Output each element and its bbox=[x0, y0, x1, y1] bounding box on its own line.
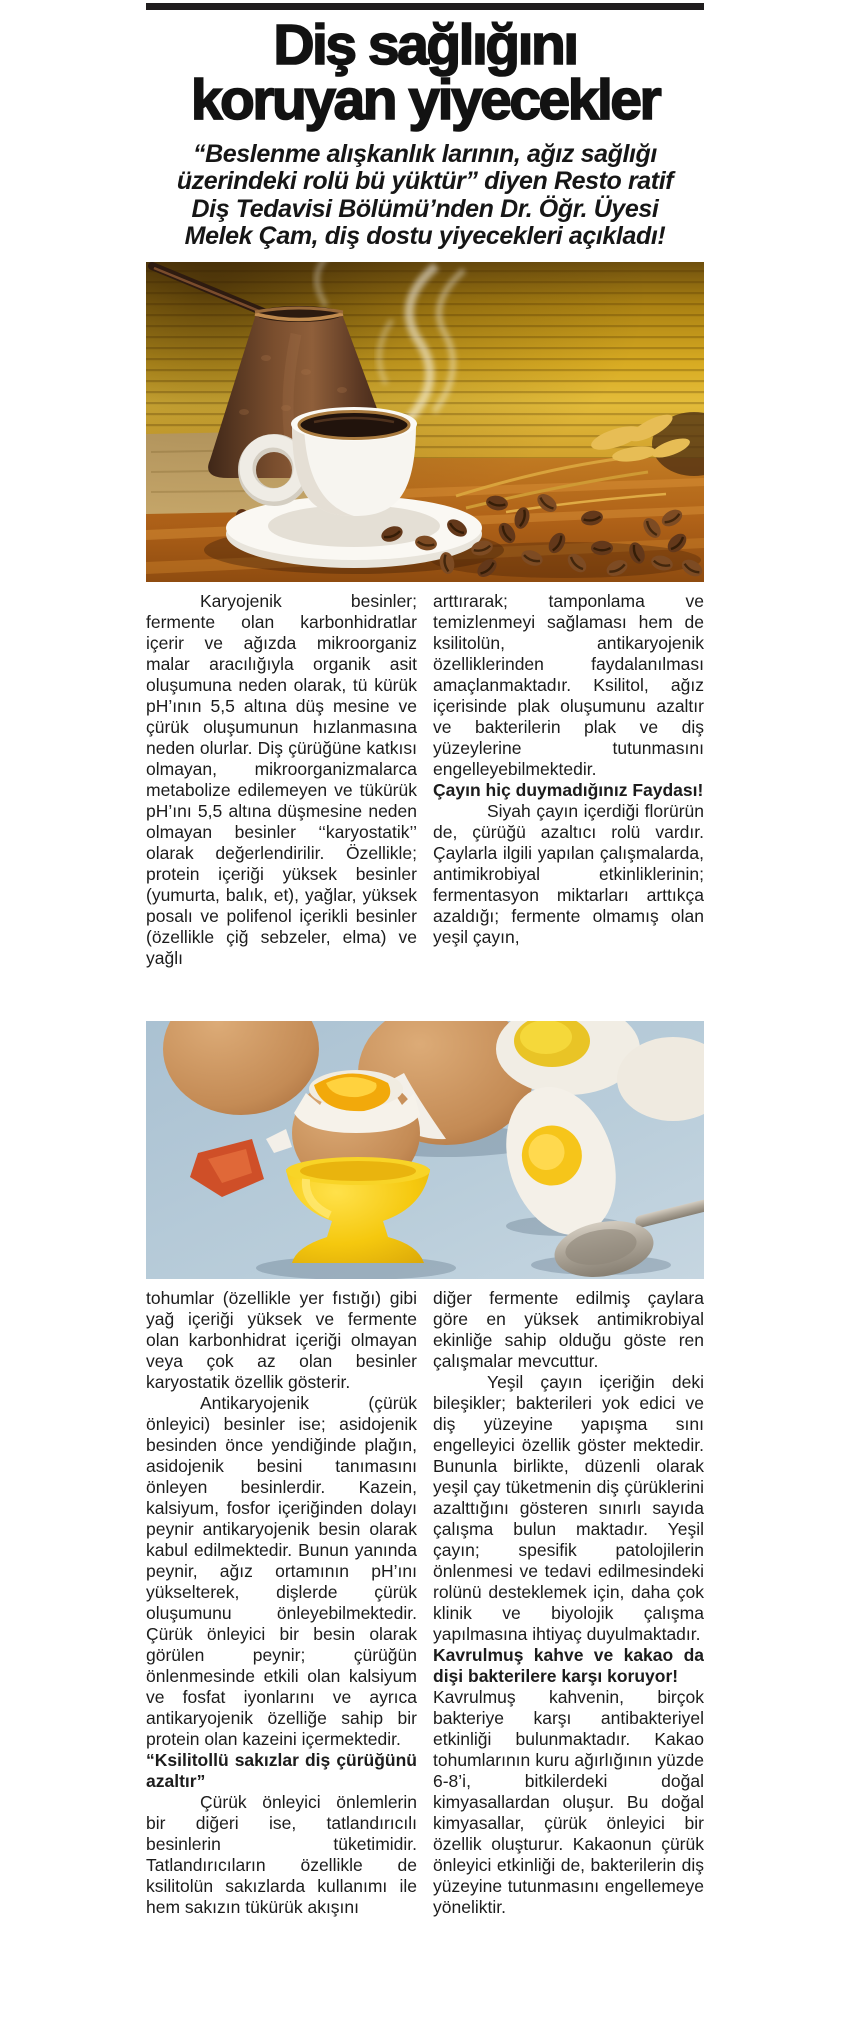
boiled-eggs-photo bbox=[146, 1021, 704, 1279]
paragraph: Çürük önleyici önlemlerin bir diğeri ise, tatlandırıcılı besinlerin tüketimidir. Tatlandırıcıların özellikle de ksilitolün sakızlarda kullanımı ile hem sakızın tükürük akışını bbox=[146, 1791, 417, 1917]
deck-line: “Beslenme alışkanlık larının, ağız sağlığı bbox=[193, 139, 657, 168]
paragraph: Karyojenik besinler; fermente olan karbonhidratlar içerir ve ağızda mikroorganiz malar aracılığıyla organik asit oluşumuna neden olarak, tü kürük pH’ının 5,5 altına düş mesine ve çürük oluşumunun hızlanmasına neden olurlar. Diş çürüğüne katkısı olmayan, mikroorganizmalarca metabolize edilemeyen ve tükürük pH’ını 5,5 altına düşmesine neden olmayan besinler ‘‘karyostatik’’ olarak değerlendirilir. Özellikle; protein içeriği yüksek besinler (yumurta, balık, et), yağlar, yüksek posalı ve polifenol içerikli besinler (özellikle çiğ sebzeler, elma) ve yağlı bbox=[146, 590, 417, 968]
text-block-2 bbox=[146, 1288, 704, 2028]
paragraph: Kavrulmuş kahvenin, birçok bakteriye karşı antibakteriyel etkinliği bulunmaktadır. Kakao tohumlarının kuru ağırlığının yüzde 6-8’i, bitkilerdeki doğal kimyasallardan oluşur. Bu doğal kimyasallar, çürük önleyici bir özellik oluşturur. Kakaonun çürük önleyici etkinliği de, bakterilerin diş yüzeyine tutunmasını engellemeye yöneliktir. bbox=[433, 1686, 704, 1917]
paragraph: Antikaryojenik (çürük önleyici) besinler ise; asidojenik besinden önce yendiğinde plağın, asidojenik besini tanımasını önleyen besinlerdir. Kazein, kalsiyum, fosfor içeriğinden dolayı peynir antikaryojenik besin olarak kabul edilmektedir. Bunun yanında peynir, ağız ortamının pH’ını yükselterek, dişlerde çürük oluşumunu önleyebilmektedir. Çürük önleyici bir besin olarak görülen peynir; çürüğün önlenmesinde etkili olan kalsiyum ve fosfat iyonlarını ve ayrıca antikaryojenik özelliğe sahip bir protein olan kazeini içermektedir. bbox=[146, 1392, 417, 1749]
section-heading: Çayın hiç duymadığınız Faydası! bbox=[433, 779, 704, 800]
text-block-1 bbox=[146, 591, 704, 1014]
turkish-coffee-photo bbox=[146, 262, 704, 582]
column-right bbox=[433, 591, 704, 1014]
paragraph: arttırarak; tamponlama ve temizlenmeyi sağlaması hem de ksilitolün, antikaryojenik özelliklerinden faydalanılması amaçlanmaktadır. Ksilitol, ağız içerisinde plak oluşumunu azaltır ve bakterilerin plak ve diş yüzeylerine tutunmasını engelleyebilmektedir. bbox=[433, 590, 704, 779]
paragraph: Yeşil çayın içeriğin deki bileşikler; bakterileri yok edici ve diş yüzeyine yapışma sını engelleyici özellik göster mektedir. Bununla birlikte, düzenli olarak yeşil çay tüketmenin diş çürüklerini azalttığını gösteren sınırlı sayıda çalışma bulun maktadır. Yeşil çayın; spesifik patolojilerin önlenmesi ve tedavi edilmesindeki rolünü desteklemek için, daha çok klinik ve biyolojik çalışma yapılmasına ihtiyaç duyulmaktadır. bbox=[433, 1371, 704, 1644]
deck-line: Diş Tedavisi Bölümü’nden Dr. Öğr. Üyesi bbox=[191, 194, 659, 223]
deck-line: üzerindeki rolü bü yüktür” diyen Resto ratif bbox=[176, 167, 674, 196]
column-left bbox=[146, 591, 417, 1014]
paragraph: Siyah çayın içerdiği florürün de, çürüğü azaltıcı rolü vardır. Çaylarla ilgili yapılan çalışmalarda, antimikrobiyal etkinliklerinin; fermentasyon miktarları arttıkça azaldığı; fermente olmamış olan yeşil çayın, bbox=[433, 800, 704, 947]
headline-line2: koruyan yiyecekler bbox=[190, 68, 660, 133]
article-deck bbox=[146, 141, 704, 251]
newspaper-article bbox=[146, 0, 704, 2028]
masthead-rule bbox=[146, 3, 704, 10]
column-right bbox=[433, 1288, 704, 2028]
section-heading: Kavrulmuş kahve ve kakao da dişi bakterilere karşı koruyor! bbox=[433, 1644, 704, 1686]
page-title bbox=[146, 13, 704, 133]
paragraph: tohumlar (özellikle yer fıstığı) gibi yağ içeriği yüksek ve fermente olan karbonhidrat içeriği olmayan veya çok az olan besinler karyostatik özellik gösterir. bbox=[146, 1287, 417, 1392]
headline-line1: Diş sağlığını bbox=[273, 13, 577, 77]
deck-line: Melek Çam, diş dostu yiyecekleri açıkladı! bbox=[184, 222, 666, 251]
column-left bbox=[146, 1288, 417, 2028]
paragraph: diğer fermente edilmiş çaylara göre en yüksek antimikrobiyal ekinliğe sahip olduğu göste ren çalışmalar mevcuttur. bbox=[433, 1287, 704, 1371]
section-heading: “Ksilitollü sakızlar diş çürüğünü azaltır” bbox=[146, 1749, 417, 1791]
